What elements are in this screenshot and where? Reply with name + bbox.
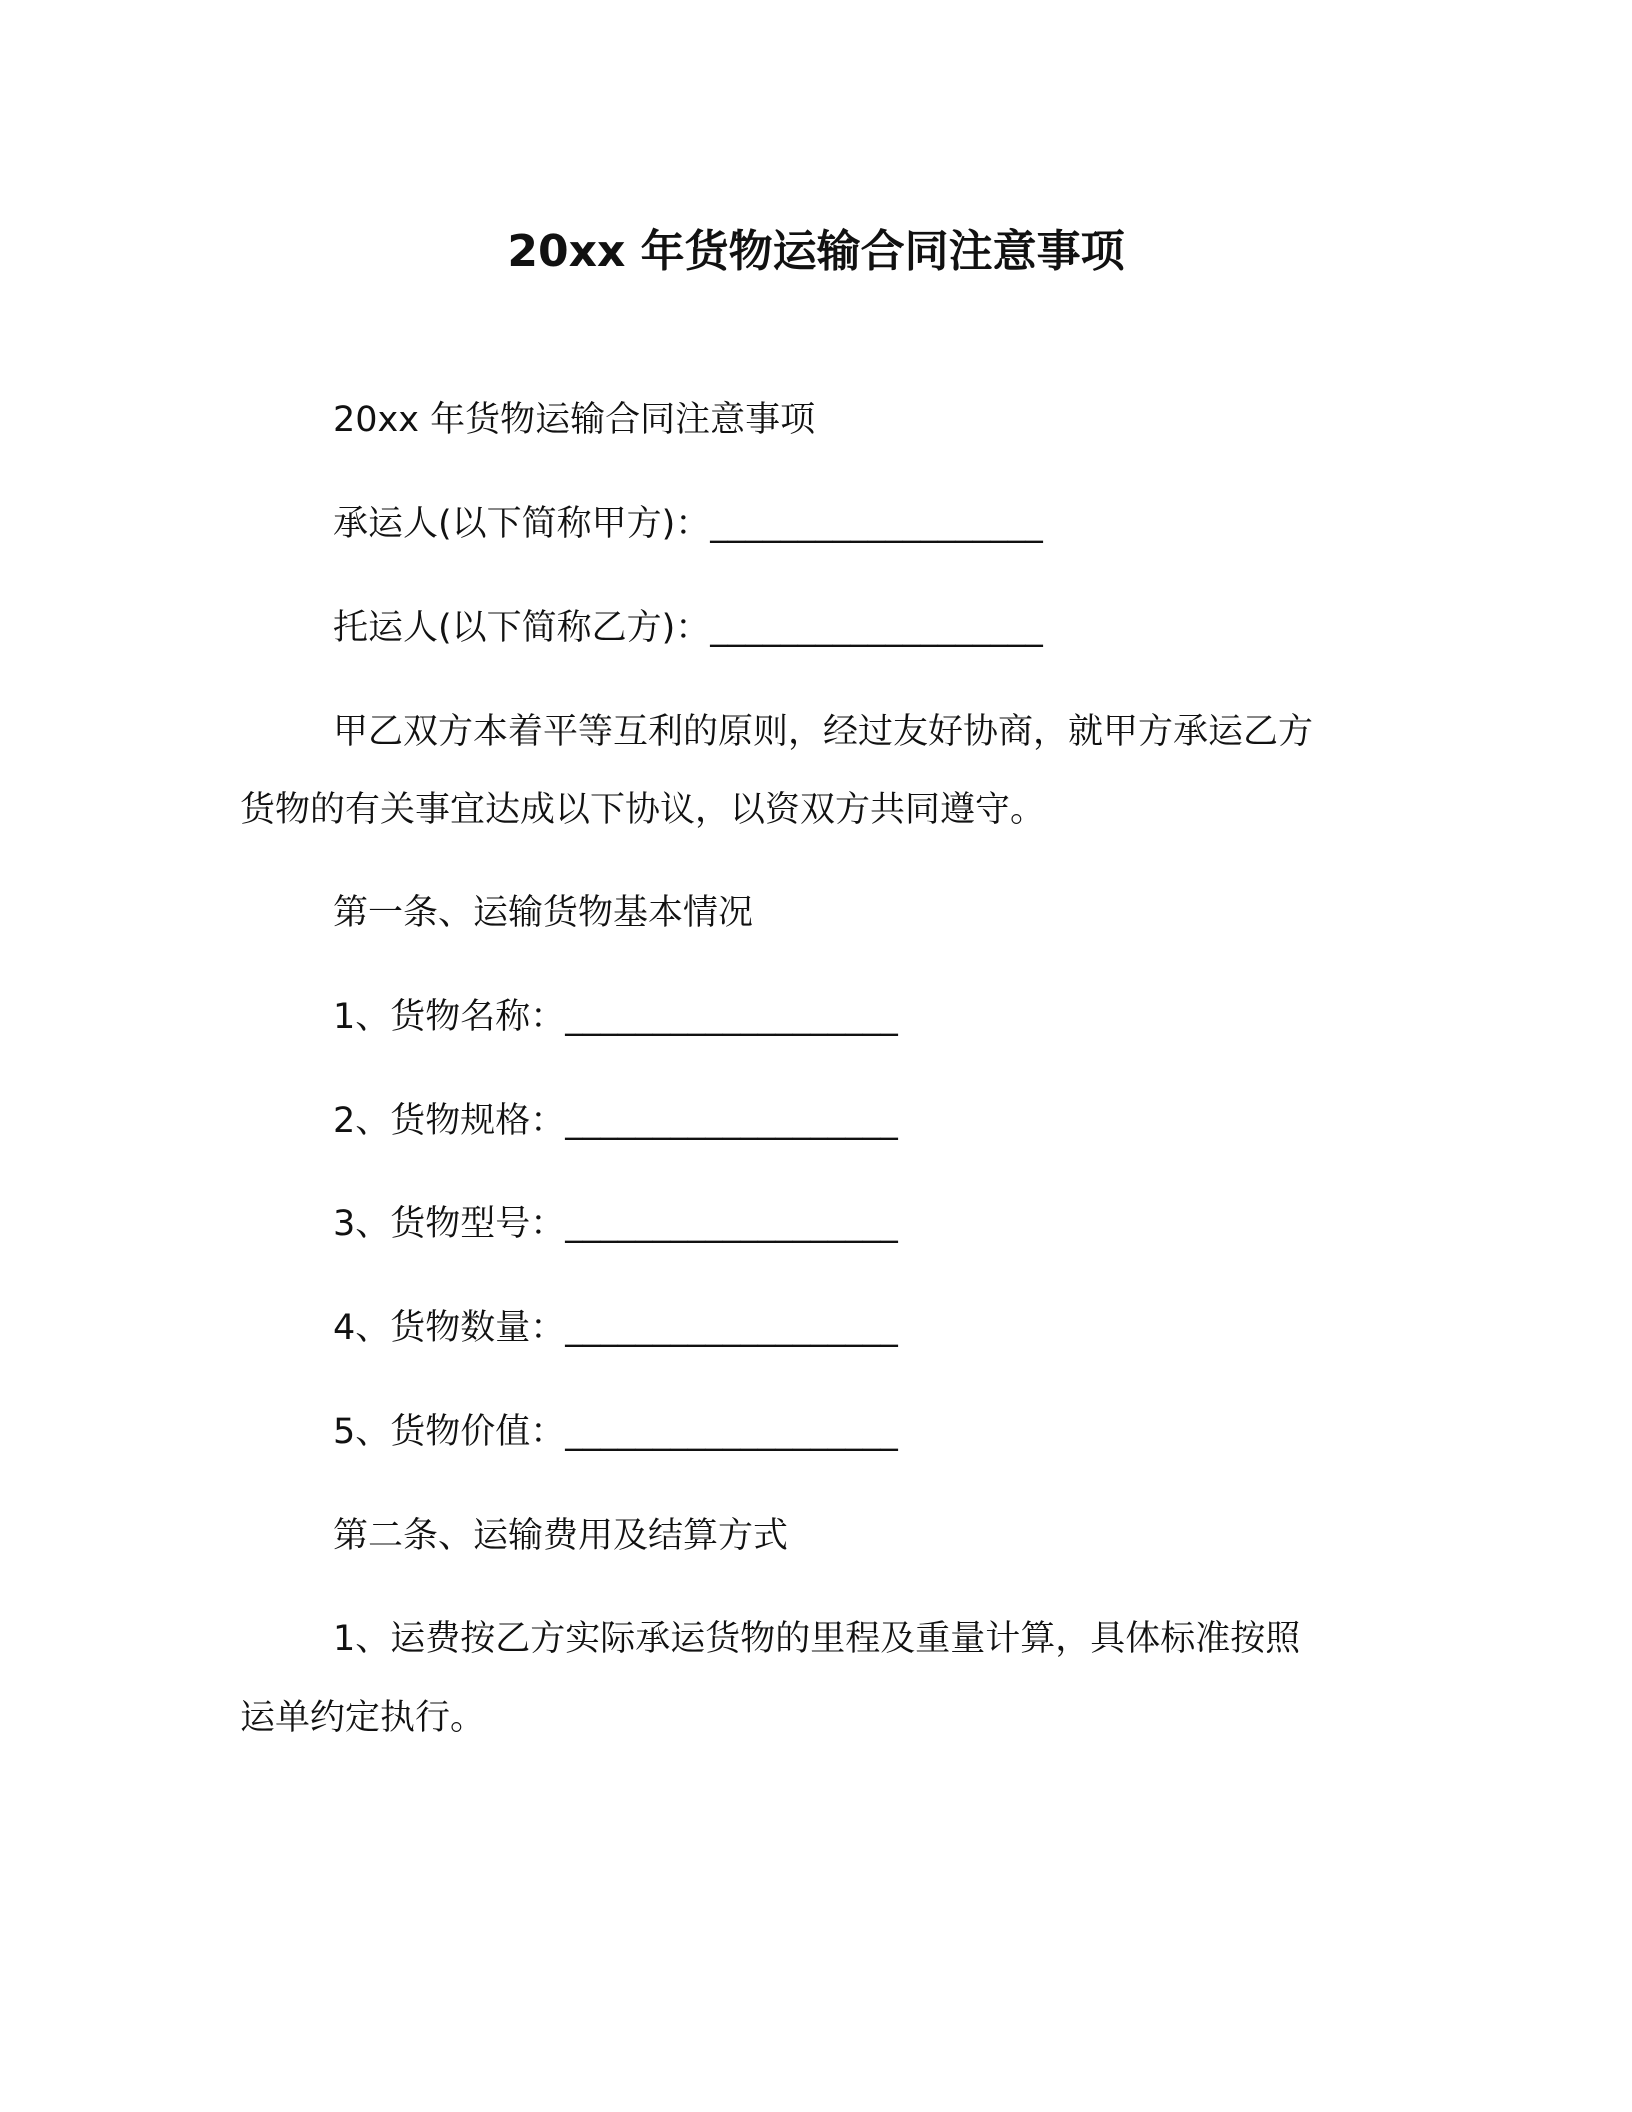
article1-heading: 第一条、运输货物基本情况 — [333, 893, 754, 933]
intro-paragraph-line2: 货物的有关事宜达成以下协议，以资双方共同遵守。 — [240, 790, 1046, 830]
document-subtitle: 20xx 年货物运输合同注意事项 — [333, 400, 816, 440]
article1-item: 3、货物型号：___________________ — [333, 1204, 898, 1244]
article2-item1-line2: 运单约定执行。 — [240, 1698, 486, 1738]
article1-item: 5、货物价值：___________________ — [333, 1412, 898, 1452]
intro-paragraph-line1: 甲乙双方本着平等互利的原则，经过友好协商，就甲方承运乙方 — [333, 712, 1314, 752]
document-title: 20xx 年货物运输合同注意事项 — [507, 226, 1125, 277]
article1-item: 2、货物规格：___________________ — [333, 1101, 898, 1141]
article2-item1-line1: 1、运费按乙方实际承运货物的里程及重量计算，具体标准按照 — [333, 1619, 1301, 1659]
article2-heading: 第二条、运输费用及结算方式 — [333, 1516, 789, 1556]
carrier-line: 承运人(以下简称甲方)：___________________ — [333, 504, 1043, 544]
article1-item: 1、货物名称：___________________ — [333, 997, 898, 1037]
article1-item: 4、货物数量：___________________ — [333, 1308, 898, 1348]
shipper-line: 托运人(以下简称乙方)：___________________ — [333, 608, 1043, 648]
